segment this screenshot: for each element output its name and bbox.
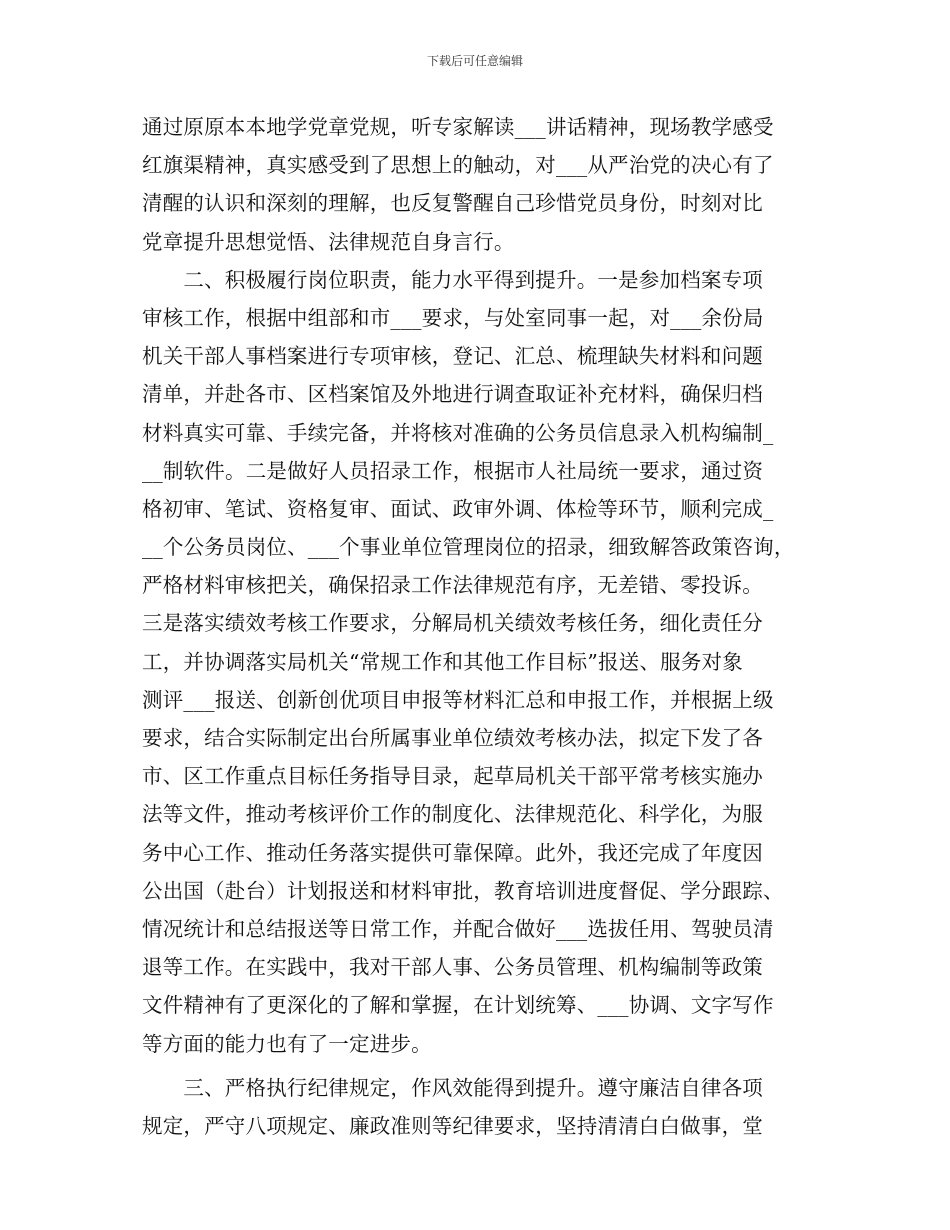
text-line: __个公务员岗位、___个事业单位管理岗位的招录，细致解答政策咨询， xyxy=(142,535,795,560)
text-line: 机关干部人事档案进行专项审核，登记、汇总、梳理缺失材料和问题 xyxy=(142,344,763,369)
text-line: __制软件。二是做好人员招录工作，根据市人社局统一要求，通过资 xyxy=(142,458,764,483)
text-line: 测评___报送、创新创优项目申报等材料汇总和申报工作，并根据上级 xyxy=(142,687,774,712)
text-line: 党章提升思想觉悟、法律规范自身言行。 xyxy=(142,229,515,254)
text-line: 红旗渠精神，真实感受到了思想上的触动，对___从严治党的决心有了 xyxy=(142,153,774,178)
document-body xyxy=(142,108,820,1145)
text-line: 规定，严守八项规定、廉政准则等纪律要求，坚持清清白白做事，堂 xyxy=(142,1113,763,1138)
text-line: 务中心工作、推动任务落实提供可靠保障。此外，我还完成了年度因 xyxy=(142,840,763,865)
text-line: 情况统计和总结报送等日常工作，并配合做好___选拔任用、驾驶员清 xyxy=(142,916,774,941)
text-line: 文件精神有了更深化的了解和掌握，在计划统筹、___协调、文字写作 xyxy=(142,993,774,1018)
text-line: 通过原原本本地学党章党规，听专家解读___讲话精神，现场教学感受 xyxy=(142,115,774,139)
text-line: 严格材料审核把关，确保招录工作法律规范有序，无差错、零投诉。 xyxy=(142,573,763,598)
text-line: 退等工作。在实践中，我对干部人事、公务员管理、机构编制等政策 xyxy=(142,955,763,980)
paragraph-heading-line: 三、严格执行纪律规定，作风效能得到提升。遵守廉洁自律各项 xyxy=(142,1075,763,1100)
text-line: 审核工作，根据中组部和市___要求，与处室同事一起，对___余份局 xyxy=(142,305,764,330)
text-line: 法等文件，推动考核评价工作的制度化、法律规范化、科学化，为服 xyxy=(142,802,763,827)
text-line: 市、区工作重点目标任务指导目录，起草局机关干部平常考核实施办 xyxy=(142,764,763,789)
text-line: 格初审、笔试、资格复审、面试、政审外调、体检等环节，顺利完成_ xyxy=(142,496,774,521)
text-line: 等方面的能力也有了一定进步。 xyxy=(142,1031,432,1056)
paragraph-heading-line: 二、积极履行岗位职责，能力水平得到提升。一是参加档案专项 xyxy=(142,267,763,292)
text-line: 三是落实绩效考核工作要求，分解局机关绩效考核任务，细化责任分 xyxy=(142,611,763,636)
text-line: 材料真实可靠、手续完备，并将核对准确的公务员信息录入机构编制_ xyxy=(142,420,774,445)
text-line: 要求，结合实际制定出台所属事业单位绩效考核办法，拟定下发了各 xyxy=(142,726,763,750)
text-line: 清单，并赴各市、区档案馆及外地进行调查取证补充材料，确保归档 xyxy=(142,382,763,407)
text-line: 公出国（赴台）计划报送和材料审批，教育培训进度督促、学分跟踪、 xyxy=(142,878,784,903)
page-header: 下载后可任意编辑 xyxy=(426,54,523,68)
text-line: 工，并协调落实局机关“常规工作和其他工作目标”报送、服务对象 xyxy=(142,649,743,674)
text-line: 清醒的认识和深刻的理解，也反复警醒自己珍惜党员身份，时刻对比 xyxy=(142,191,763,216)
